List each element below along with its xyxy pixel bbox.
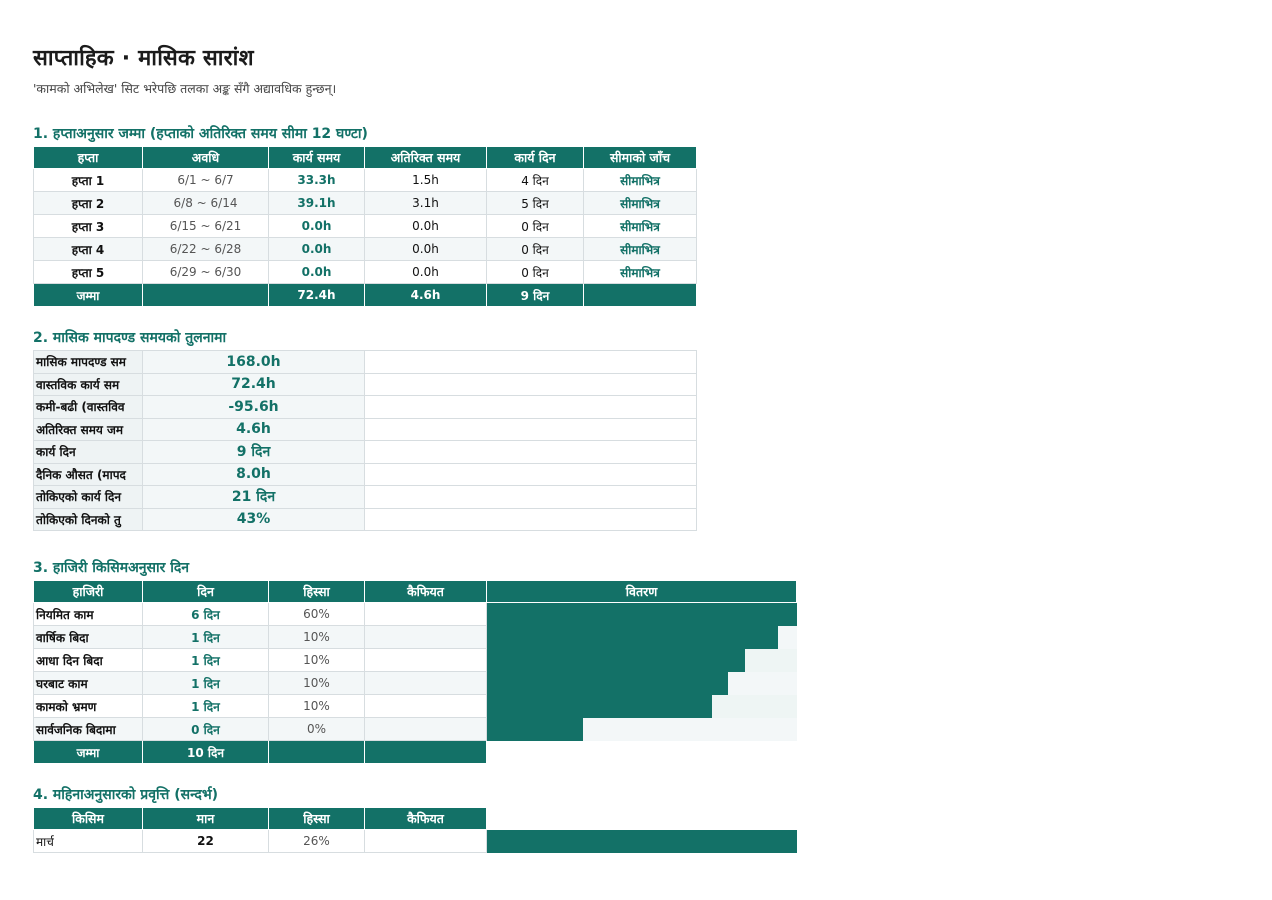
days-cell[interactable]: 1 दिन [143,695,269,718]
col-limit-check: सीमाको जाँच [584,147,697,169]
col-work-days: कार्य दिन [487,147,584,169]
share-cell[interactable]: 0% [269,718,365,741]
week-cell[interactable]: हप्ता 2 [34,192,143,215]
metric-label[interactable]: अतिरिक्त समय जम [34,418,143,441]
table-row [34,718,797,741]
metric-value[interactable]: 72.4h [143,373,365,396]
distribution-cell [487,626,797,649]
table-row [34,830,797,853]
week-cell[interactable]: हप्ता 1 [34,169,143,192]
weekly-table [33,146,697,307]
distribution-bar [487,718,583,741]
metric-label[interactable]: वास्तविक कार्य सम [34,373,143,396]
period-cell[interactable]: 6/8 ~ 6/14 [143,192,269,215]
metric-note[interactable] [365,441,697,464]
table-row [34,169,697,192]
days-cell[interactable]: 4 दिन [487,169,584,192]
col-share: हिस्सा [269,581,365,603]
distribution-bar [487,695,712,718]
col-type: किसिम [34,808,143,830]
metric-value[interactable]: 4.6h [143,418,365,441]
share-cell[interactable]: 60% [269,603,365,626]
metric-note[interactable] [365,463,697,486]
distribution-bar [487,626,778,649]
overtime-cell[interactable]: 0.0h [365,261,487,284]
table-row [34,672,797,695]
table-row [34,695,797,718]
distribution-cell [487,830,797,853]
table-row [34,463,697,486]
value-cell[interactable]: 22 [143,830,269,853]
distribution-cell [487,672,797,695]
metric-note[interactable] [365,373,697,396]
distribution-cell [487,603,797,626]
share-cell[interactable]: 10% [269,672,365,695]
col-share: हिस्सा [269,808,365,830]
type-cell[interactable]: सार्वजनिक बिदामा [34,718,143,741]
table-row [34,603,797,626]
work-cell[interactable]: 0.0h [269,261,365,284]
section3-title: 3. हाजिरी किसिमअनुसार दिन [33,560,190,576]
overtime-cell[interactable]: 0.0h [365,238,487,261]
col-overtime: अतिरिक्त समय [365,147,487,169]
days-cell[interactable]: 0 दिन [143,718,269,741]
table-row [34,508,697,531]
note-cell[interactable] [365,672,487,695]
type-cell[interactable]: कामको भ्रमण [34,695,143,718]
total-period[interactable] [143,284,269,307]
table-row [34,649,797,672]
total-days[interactable]: 10 दिन [143,741,269,764]
type-cell[interactable]: वार्षिक बिदा [34,626,143,649]
table-row [34,261,697,284]
attendance-total-row [34,741,797,764]
note-cell[interactable] [365,626,487,649]
check-cell[interactable]: सीमाभित्र [584,261,697,284]
total-note[interactable] [365,741,487,764]
table-row [34,626,797,649]
work-cell[interactable]: 33.3h [269,169,365,192]
check-cell[interactable]: सीमाभित्र [584,169,697,192]
page-title: साप्ताहिक · मासिक सारांश [33,46,254,71]
note-cell[interactable] [365,649,487,672]
days-cell[interactable]: 0 दिन [487,215,584,238]
monthly-comparison-table [33,350,697,531]
check-cell[interactable]: सीमाभित्र [584,238,697,261]
work-cell[interactable]: 0.0h [269,238,365,261]
col-remarks: कैफियत [365,581,487,603]
days-cell[interactable]: 5 दिन [487,192,584,215]
metric-label[interactable]: कमी-बढी (वास्तविव [34,396,143,419]
share-cell[interactable]: 26% [269,830,365,853]
col-distribution: वितरण [487,581,797,603]
distribution-cell [487,718,797,741]
metric-value[interactable]: 21 दिन [143,486,365,509]
col-attendance: हाजिरी [34,581,143,603]
week-cell[interactable]: हप्ता 3 [34,215,143,238]
trend-header-blank [487,808,797,830]
period-cell[interactable]: 6/15 ~ 6/21 [143,215,269,238]
note-cell[interactable] [365,830,487,853]
col-period: अवधि [143,147,269,169]
distribution-bar [487,603,797,626]
table-row [34,215,697,238]
table-row [34,418,697,441]
period-cell[interactable]: 6/1 ~ 6/7 [143,169,269,192]
check-cell[interactable]: सीमाभित्र [584,215,697,238]
col-work-time: कार्य समय [269,147,365,169]
metric-note[interactable] [365,351,697,374]
week-cell[interactable]: हप्ता 5 [34,261,143,284]
metric-label[interactable]: मासिक मापदण्ड सम [34,351,143,374]
weekly-total-row [34,284,697,307]
days-cell[interactable]: 1 दिन [143,649,269,672]
total-label[interactable]: जम्मा [34,741,143,764]
total-check[interactable] [584,284,697,307]
metric-note[interactable] [365,508,697,531]
weekly-header-row [34,147,697,169]
total-share[interactable] [269,741,365,764]
check-cell[interactable]: सीमाभित्र [584,192,697,215]
note-cell[interactable] [365,603,487,626]
days-cell[interactable]: 1 दिन [143,626,269,649]
section4-title: 4. महिनाअनुसारको प्रवृत्ति (सन्दर्भ) [33,787,219,803]
share-cell[interactable]: 10% [269,695,365,718]
distribution-bar [487,830,797,853]
distribution-bar [487,649,745,672]
col-remarks: कैफियत [365,808,487,830]
metric-note[interactable] [365,418,697,441]
type-cell[interactable]: मार्च [34,830,143,853]
monthly-trend-table [33,807,797,853]
metric-label[interactable]: तोकिएको कार्य दिन [34,486,143,509]
total-distribution [487,741,797,764]
metric-note[interactable] [365,486,697,509]
overtime-cell[interactable]: 1.5h [365,169,487,192]
days-cell[interactable]: 1 दिन [143,672,269,695]
share-cell[interactable]: 10% [269,649,365,672]
overtime-cell[interactable]: 0.0h [365,215,487,238]
table-row [34,373,697,396]
overtime-cell[interactable]: 3.1h [365,192,487,215]
total-work[interactable]: 72.4h [269,284,365,307]
attendance-table [33,580,797,764]
table-row [34,486,697,509]
type-cell[interactable]: नियमित काम [34,603,143,626]
table-row [34,238,697,261]
metric-value[interactable]: 9 दिन [143,441,365,464]
total-overtime[interactable]: 4.6h [365,284,487,307]
metric-value[interactable]: 43% [143,508,365,531]
total-label[interactable]: जम्मा [34,284,143,307]
col-days: दिन [143,581,269,603]
table-row [34,441,697,464]
work-cell[interactable]: 39.1h [269,192,365,215]
metric-value[interactable]: -95.6h [143,396,365,419]
metric-value[interactable]: 168.0h [143,351,365,374]
metric-label[interactable]: कार्य दिन [34,441,143,464]
period-cell[interactable]: 6/22 ~ 6/28 [143,238,269,261]
note-cell[interactable] [365,695,487,718]
metric-note[interactable] [365,396,697,419]
metric-value[interactable]: 8.0h [143,463,365,486]
table-row [34,351,697,374]
distribution-bar [487,672,728,695]
days-cell[interactable]: 0 दिन [487,238,584,261]
section2-title: 2. मासिक मापदण्ड समयको तुलनामा [33,330,227,346]
table-row [34,396,697,419]
note-cell[interactable] [365,718,487,741]
trend-header-row [34,808,797,830]
type-cell[interactable]: आधा दिन बिदा [34,649,143,672]
col-value: मान [143,808,269,830]
attendance-header-row [34,581,797,603]
work-cell[interactable]: 0.0h [269,215,365,238]
days-cell[interactable]: 6 दिन [143,603,269,626]
days-cell[interactable]: 0 दिन [487,261,584,284]
type-cell[interactable]: घरबाट काम [34,672,143,695]
section1-title: 1. हप्ताअनुसार जम्मा (हप्ताको अतिरिक्त समय सीमा 12 घण्टा) [33,126,368,142]
table-row [34,192,697,215]
week-cell[interactable]: हप्ता 4 [34,238,143,261]
metric-label[interactable]: दैनिक औसत (मापद [34,463,143,486]
total-days[interactable]: 9 दिन [487,284,584,307]
period-cell[interactable]: 6/29 ~ 6/30 [143,261,269,284]
share-cell[interactable]: 10% [269,626,365,649]
page-subtitle: 'कामको अभिलेख' सिट भरेपछि तलका अङ्क सँगै अद्यावधिक हुन्छन्। [33,81,337,96]
metric-label[interactable]: तोकिएको दिनको तु [34,508,143,531]
col-week: हप्ता [34,147,143,169]
distribution-cell [487,695,797,718]
distribution-cell [487,649,797,672]
